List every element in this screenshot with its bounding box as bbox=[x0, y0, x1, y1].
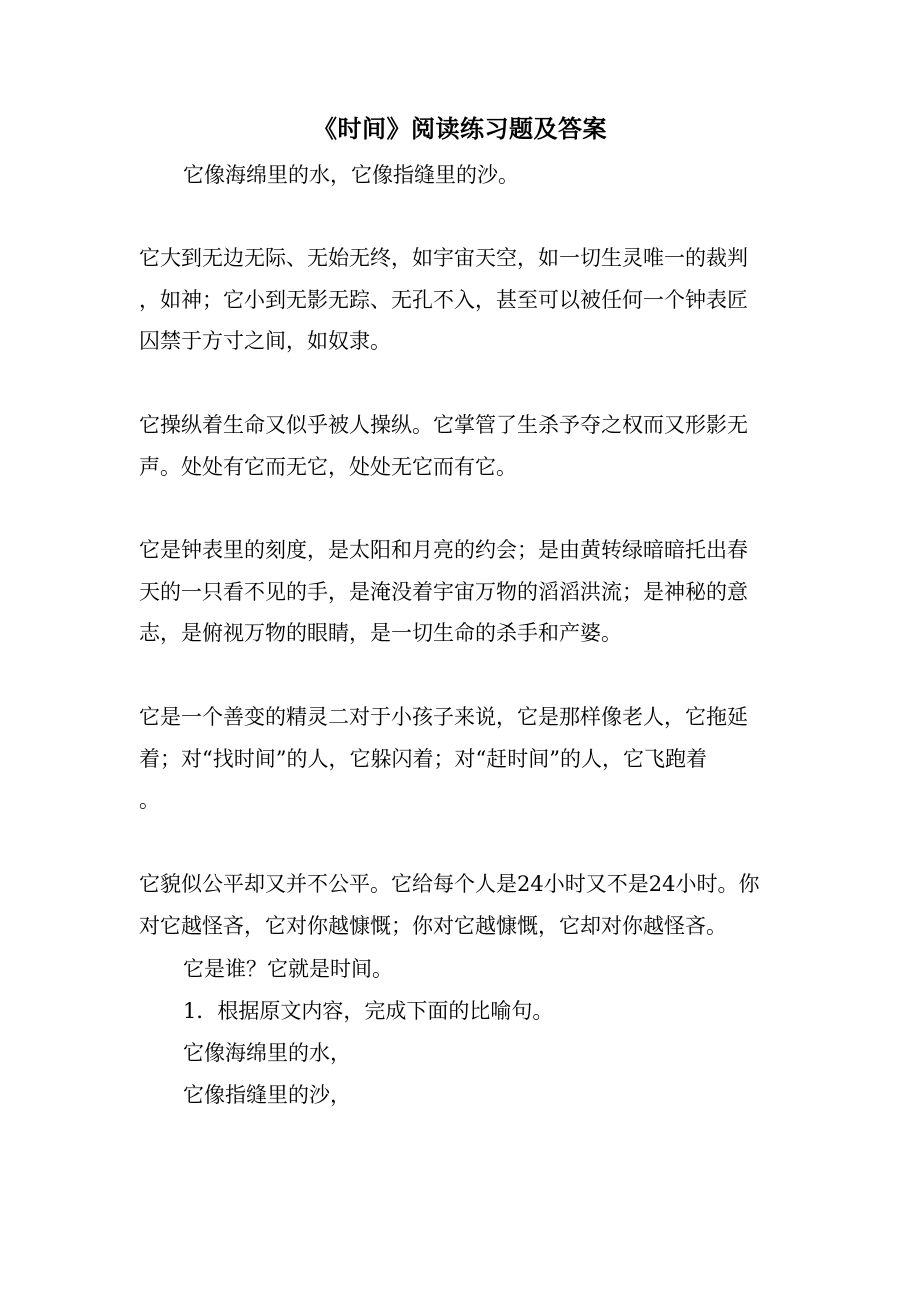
prompt-line-1: 它像海绵里的水， bbox=[183, 1041, 351, 1065]
paragraph-2: 它操纵着生命又似乎被人操纵。它掌管了生杀予夺之权而又形影无 声。处处有它而无它，处处无它而有它。 bbox=[139, 413, 748, 479]
paragraph-4: 它是一个善变的精灵二对于小孩子来说，它是那样像老人，它拖延 着；对“找时间”的人，它躲闪着；对“赶时间”的人，它飞跑着 。 bbox=[139, 705, 748, 812]
paragraph-1: 它大到无边无际、无始无终，如宇宙天空，如一切生灵唯一的裁判 ，如神；它小到无影无踪、无孔不入，甚至可以被任何一个钟表匠 囚禁于方寸之间，如奴隶。 bbox=[139, 246, 748, 353]
paragraph-3: 它是钟表里的刻度，是太阳和月亮的约会；是由黄转绿暗暗托出春 天的一只看不见的手，是淹没着宇宙万物的滔滔洪流；是神秘的意 志，是俯视万物的眼睛，是一切生命的杀手和产婆。 bbox=[139, 538, 748, 645]
question-1: 1．根据原文内容，完成下面的比喻句。 bbox=[183, 999, 554, 1023]
intro-line: 它像海绵里的水，它像指缝里的沙。 bbox=[183, 163, 519, 187]
prompt-line-2: 它像指缝里的沙， bbox=[183, 1083, 351, 1107]
answer-line: 它是谁？它就是时间。 bbox=[183, 957, 393, 981]
document-title: 《时间》阅读练习题及答案 bbox=[313, 114, 607, 143]
paragraph-5: 它貌似公平却又并不公平。它给每个人是24小时又不是24小时。你 对它越怪吝，它对你越慷慨；你对它越慷慨，它却对你越怪吝。 bbox=[139, 872, 760, 938]
